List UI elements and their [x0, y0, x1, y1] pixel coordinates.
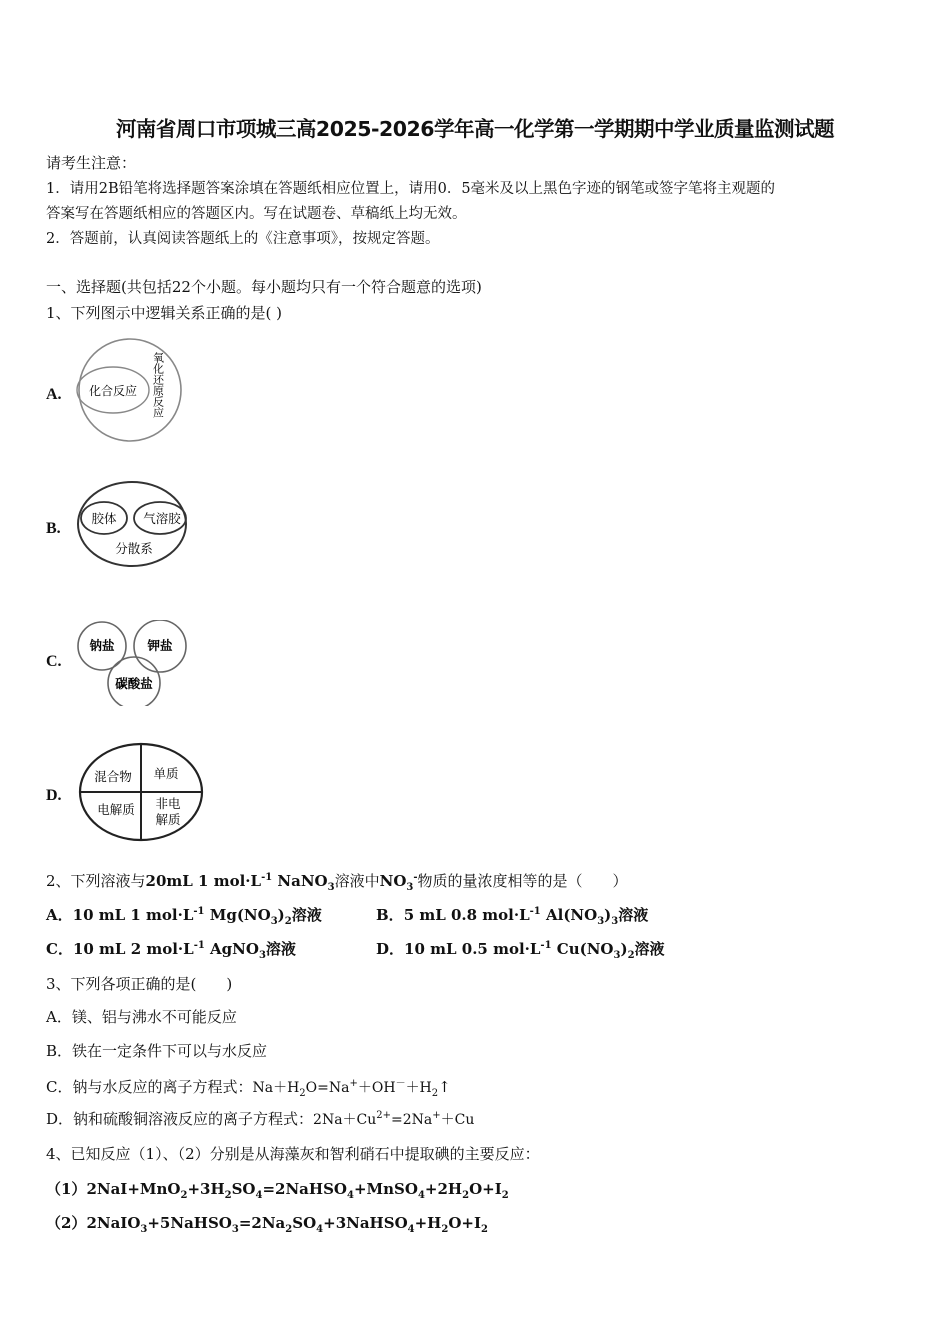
diagram-d [76, 740, 208, 844]
q2-option-b[interactable]: B．5 mL 0.8 $mol\cdot L^{-1}$ $Al(NO_3)_3$溶液 [376, 906, 649, 927]
q4-reaction-2: $(2)2NaIO_3+5NaHSO_3=2Na_2SO_4+3NaHSO_4+H_2O+I_2$ [46, 1214, 488, 1235]
diag-c-a-label: 钠盐 [89, 638, 115, 653]
diag-c-b-label: 钾盐 [147, 638, 173, 653]
diag-d-tl-label: 混合物 [94, 769, 132, 784]
diag-b-left-label: 胶体 [91, 511, 117, 526]
page-title: 河南省周口市项城三高2025-2026学年高一化学第一学期期中学业质量监测试题 [115, 117, 835, 141]
q2-option-c[interactable]: C．10 mL 2 $mol\cdot L^{-1}$ AgNO$_3$溶液 [46, 940, 296, 961]
diag-a-inner-label: 化合反应 [88, 384, 138, 398]
q3-option-b[interactable]: B．铁在一定条件下可以与水反应 [46, 1042, 268, 1060]
diag-d-tr-label: 单质 [153, 766, 179, 781]
notice-line1: 1．请用2B铅笔将选择题答案涂填在答题纸相应位置上，请用0．5毫米及以上黑色字迹的钢笔或签字笔将主观题的 [46, 181, 776, 197]
diag-d-br1-label: 非电 [155, 796, 181, 811]
q2-option-d[interactable]: D．10 mL 0.5 $mol\cdot L^{-1}$ $Cu(NO_3)_2$溶液 [376, 940, 665, 961]
q1-option-b-label[interactable]: B. [46, 520, 61, 537]
question-4-stem: 4、已知反应（1）、（2）分别是从海藻灰和智利硝石中提取碘的主要反应： [46, 1145, 540, 1163]
question-1-stem: 1、下列图示中逻辑关系正确的是( ) [46, 304, 283, 322]
diag-a-outer-label: 氧化还原反应 [151, 352, 165, 418]
notice-line2: 答案写在答题纸相应的答题区内。写在试题卷、草稿纸上均无效。 [46, 206, 467, 222]
diag-b-outer-label: 分散系 [115, 541, 153, 556]
diag-d-bl-label: 电解质 [97, 802, 135, 817]
diag-b-right-label: 气溶胶 [143, 511, 181, 526]
q3-option-d[interactable]: D．钠和硫酸铜溶液反应的离子方程式：$2Na+Cu^{2+}=2Na^++Cu$ [46, 1110, 475, 1128]
notice-heading: 请考生注意： [46, 154, 137, 172]
diagram-c [74, 620, 194, 706]
q1-option-a-label[interactable]: A. [46, 386, 62, 403]
q1-option-d-label[interactable]: D. [46, 787, 62, 804]
diagram-a [70, 338, 190, 448]
q2-option-a[interactable]: A．10 mL 1 $mol\cdot L^{-1}$ $Mg(NO_3)_2$溶液 [46, 906, 322, 927]
diag-d-br2-label: 解质 [155, 812, 181, 827]
section-heading: 一、选择题(共包括22个小题。每小题均只有一个符合题意的选项) [46, 278, 482, 296]
diagram-b [74, 478, 194, 572]
q4-reaction-1: $(1)2NaI+MnO_2+3H_2SO_4=2NaHSO_4+MnSO_4+2H_2O+I_2$ [46, 1180, 509, 1201]
q1-option-c-label[interactable]: C. [46, 653, 62, 670]
question-2-stem: 2、下列溶液与20mL 1 $mol\cdot L^{-1}$ NaNO$_3$溶液中$NO_3^-$物质的量浓度相等的是（ ） [46, 872, 628, 893]
diag-c-c-label: 碳酸盐 [115, 676, 153, 691]
q3-option-a[interactable]: A．镁、铝与沸水不可能反应 [46, 1008, 237, 1026]
q3-option-c[interactable]: C．钠与水反应的离子方程式：$Na+H_2O=Na^++OH^-+H_2↑$ [46, 1078, 451, 1099]
question-3-stem: 3、下列各项正确的是( ) [46, 975, 233, 993]
notice-line3: 2．答题前，认真阅读答题纸上的《注意事项》，按规定答题。 [46, 231, 440, 247]
